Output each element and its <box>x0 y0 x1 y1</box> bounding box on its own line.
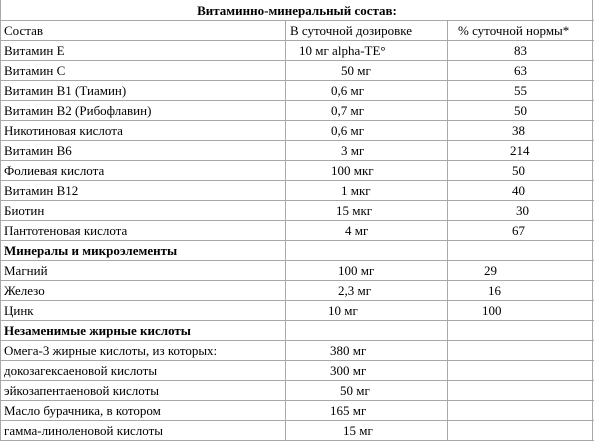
row-name: Витамин В1 (Тиамин) <box>4 83 127 98</box>
row-name: Фолиевая кислота <box>4 163 105 178</box>
row-name: Витамин С <box>4 63 66 78</box>
table-row <box>0 280 594 301</box>
table-row <box>0 80 594 101</box>
header-dose: В суточной дозировке <box>290 23 413 38</box>
table-row <box>0 340 594 361</box>
row-name: Никотиновая кислота <box>4 123 123 138</box>
header-percent: % суточной нормы* <box>458 23 570 38</box>
row-name: Магний <box>4 263 48 278</box>
row-dose: 0,7 мг <box>331 103 365 118</box>
row-name: Витамин Е <box>4 43 65 58</box>
row-name: Цинк <box>4 303 34 318</box>
row-percent: 38 <box>512 123 525 138</box>
row-dose: 2,3 мг <box>338 283 372 298</box>
table-row <box>0 120 594 141</box>
row-name: Витамин В6 <box>4 143 72 158</box>
row-percent: 50 <box>512 163 525 178</box>
table-title: Витаминно-минеральный состав: <box>197 3 397 18</box>
row-percent: 83 <box>514 43 527 58</box>
row-percent: 29 <box>484 263 497 278</box>
row-percent: 40 <box>512 183 525 198</box>
row-name: Омега-3 жирные кислоты, из которых: <box>4 343 218 358</box>
row-name: докозагексаеновой кислоты <box>4 363 158 378</box>
row-dose: 0,6 мг <box>331 123 365 138</box>
row-percent: 100 <box>482 303 502 318</box>
row-dose: 300 мг <box>330 363 367 378</box>
row-percent: 16 <box>488 283 501 298</box>
table-row <box>0 40 594 61</box>
row-percent: 55 <box>514 83 527 98</box>
column-divider <box>447 20 448 441</box>
row-percent: 63 <box>514 63 527 78</box>
row-name: Пантотеновая кислота <box>4 223 128 238</box>
table-row <box>0 400 594 421</box>
row-dose: 1 мкг <box>341 183 371 198</box>
row-dose: 50 мг <box>340 383 370 398</box>
title-row <box>0 0 594 21</box>
table-row <box>0 360 594 381</box>
row-percent: 67 <box>512 223 525 238</box>
row-name: Витамин В2 (Рибофлавин) <box>4 103 152 118</box>
header-name: Состав <box>4 23 44 38</box>
table-row <box>0 180 594 201</box>
row-dose: 0,6 мг <box>331 83 365 98</box>
table-row <box>0 200 594 221</box>
section-title: Минералы и микроэлементы <box>4 243 178 258</box>
row-dose: 10 мг <box>328 303 358 318</box>
row-name: Биотин <box>4 203 45 218</box>
row-dose: 50 мг <box>341 63 371 78</box>
row-percent: 30 <box>516 203 529 218</box>
row-name: Железо <box>4 283 45 298</box>
table-row <box>0 160 594 181</box>
section-title: Незаменимые жирные кислоты <box>4 323 191 338</box>
row-dose: 15 мг <box>343 423 373 438</box>
section-row-fatty-acids <box>0 320 594 341</box>
row-dose: 10 мг alpha-TE° <box>299 43 386 58</box>
row-name: Масло бурачника, в котором <box>4 403 161 418</box>
row-name: гамма-линоленовой кислоты <box>4 423 164 438</box>
row-dose: 100 мкг <box>331 163 374 178</box>
table-row <box>0 260 594 281</box>
row-dose: 15 мкг <box>336 203 373 218</box>
column-divider <box>285 20 286 441</box>
table-row <box>0 60 594 81</box>
row-name: Витамин В12 <box>4 183 79 198</box>
table-row <box>0 220 594 241</box>
row-percent: 214 <box>510 143 530 158</box>
table-row <box>0 420 594 441</box>
table-row <box>0 140 594 161</box>
section-row-minerals <box>0 240 594 261</box>
row-dose: 380 мг <box>330 343 367 358</box>
row-percent: 50 <box>514 103 527 118</box>
row-name: эйкозапентаеновой кислоты <box>4 383 159 398</box>
row-dose: 100 мг <box>338 263 375 278</box>
row-dose: 4 мг <box>345 223 369 238</box>
table-row <box>0 100 594 121</box>
header-row <box>0 20 594 41</box>
table-row <box>0 300 594 321</box>
table-row <box>0 380 594 401</box>
row-dose: 3 мг <box>341 143 365 158</box>
row-dose: 165 мг <box>330 403 367 418</box>
